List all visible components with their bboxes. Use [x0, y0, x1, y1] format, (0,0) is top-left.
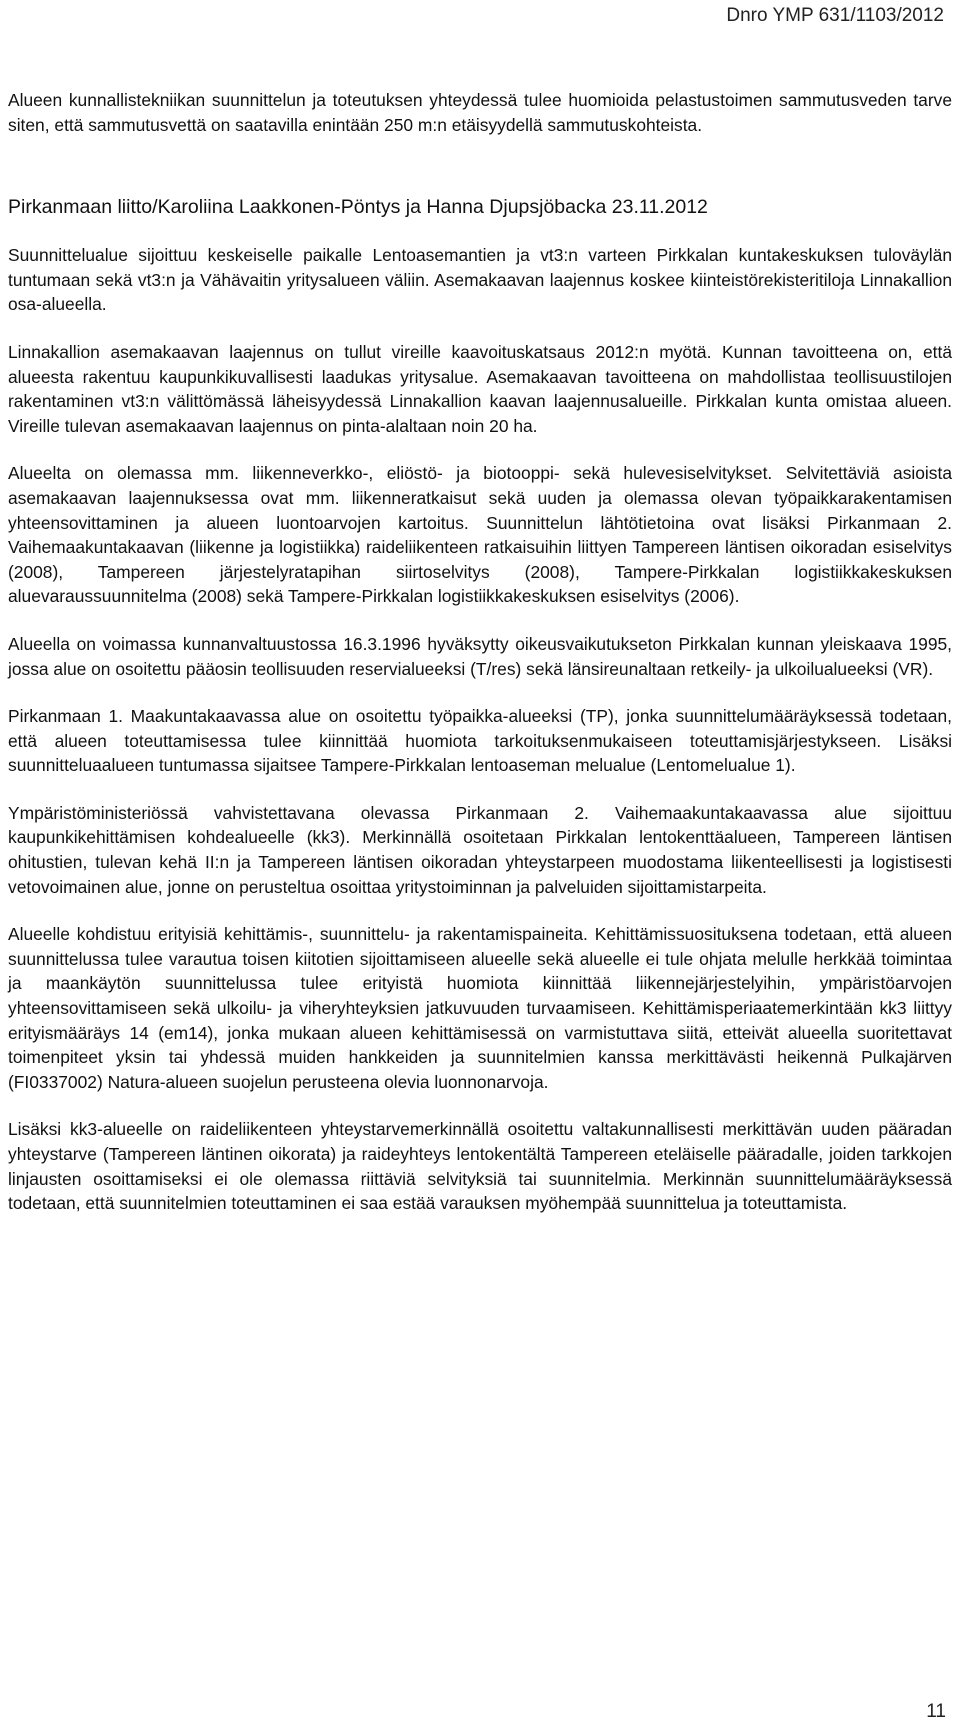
document-number: Dnro YMP 631/1103/2012 [726, 5, 944, 26]
body-paragraph-8: Lisäksi kk3-alueelle on raideliikenteen yhteystarvemerkinnällä osoitettu valtakunnallisesti merkittävän uuden pääradan yhteystarve (Tampereen läntinen oikorata) ja raideyhteys lentokentältä Tampereen eteläiselle pääradalle, joiden tarkkojen linjausten osoittamiseksi ei ole olemassa riittäviä selvityksiä tai suunnitelmia. Merkinnän suunnittelumääräyksessä todetaan, että suunnitelmien toteuttaminen ei saa estää varauksen myöhempää suunnittelua ja toteuttamista. [8, 1119, 952, 1214]
body-paragraph-1: Suunnittelualue sijoittuu keskeiselle paikalle Lentoasemantien ja vt3:n varteen Pirkkalan kuntakeskuksen tuloväylän tuntumaan sekä vt3:n ja Vähävaitin yritysalueen väliin. Asemakaavan laajennus koskee kiinteistörekisteritiloja Linnakallion osa-alueella. [8, 245, 952, 315]
document-body [8, 88, 952, 1239]
body-paragraph-4: Alueella on voimassa kunnanvaltuustossa 16.3.1996 hyväksytty oikeusvaikutukseton Pirkkalan kunnan yleiskaava 1995, jossa alue on osoitettu pääosin teollisuuden reservialueeksi (T/res) sekä länsireunaltaan retkeily- ja ulkoilualueeksi (VR). [8, 633, 952, 679]
body-paragraph-7: Alueelle kohdistuu erityisiä kehittämis-, suunnittelu- ja rakentamispaineita. Kehittämissuosituksena todetaan, että alueen suunnittelussa tulee varautua toisen kiitotien sijoittamiseen alueelle sekä alueelle ei tule ohjata melulle herkkää toimintaa ja maankäytön suunnittelussa tulee erityistä huomiota kiinnittää liikennejärjestelyihin, ympäristöarvojen yhteensovittamiseen sekä ulkoilu- ja viheryhteyksien jatkuvuuden turvaamiseen. Kehittämisperiaatemerkintään kk3 liittyy erityismääräys 14 (em14), jonka mukaan alueen kehittämisessä on varmistuttava siitä, etteivät alueella suoritettavat toimenpiteet yksin tai yhdessä muiden hankkeiden ja suunnitelmien kanssa merkittävästi heikennä Pulkajärven (FI0337002) Natura-alueen suojelun perusteena olevia luonnonarvoja. [8, 924, 952, 1092]
body-paragraph-5: Pirkanmaan 1. Maakuntakaavassa alue on osoitettu työpaikka-alueeksi (TP), jonka suunnittelumääräyksessä todetaan, että alueen toteuttamisessa tulee kiinnittää huomiota tarkoituksenmukaiseen toteuttamisjärjestykseen. Lisäksi suunnitteluaalueen tuntumassa sijaitsee Tampere-Pirkkalan lentoaseman melualue (Lentomelualue 1). [8, 706, 952, 776]
page-number: 11 [926, 1701, 946, 1722]
body-paragraph-2: Linnakallion asemakaavan laajennus on tullut vireille kaavoituskatsaus 2012:n myötä. Kunnan tavoitteena on, että alueesta rakentuu kaupunkikuvallisesti laadukas yritysalue. Asemakaavan tavoitteena on mahdollistaa teollisuustilojen rakentaminen vt3:n välittömässä läheisyydessä Linnakallion kaavan laajennusalueille. Pirkkalan kunta omistaa alueen. Vireille tulevan asemakaavan laajennus on pinta-alaltaan noin 20 ha. [8, 341, 952, 436]
body-paragraph-3: Alueelta on olemassa mm. liikenneverkko-, eliöstö- ja biotooppi- sekä hulevesiselvitykset. Selvitettäviä asioista asemakaavan laajennuksessa ovat mm. liikenneratkaisut sekä uuden ja olemassa olevan työpaikkarakentamisen yhteensovittaminen ja alueen luontoarvojen kartoitus. Suunnittelun lähtötietoina ovat lisäksi Pirkanmaan 2. Vaihemaakuntakaavan (liikenne ja logistiikka) raideliikenteen ratkaisuihin liittyen Tampereen läntisen oikoradan esiselvitys (2008), Tampereen järjestelyratapihan siirtoselvitys (2008), Tampere-Pirkkalan logistiikkakeskuksen aluevaraussuunnitelma (2008) sekä Tampere-Pirkkalan logistiikkakeskuksen esiselvitys (2006). [8, 463, 952, 607]
body-paragraph-6: Ympäristöministeriössä vahvistettavana olevassa Pirkanmaan 2. Vaihemaakuntakaavassa alue sijoittuu kaupunkikehittämisen kohdealueelle (kk3). Merkinnällä osoitetaan Pirkkalan lentokenttäalueen, Tampereen läntisen ohitustien, tulevan kehä II:n ja Tampereen läntisen oikoradan yhteystarpeen muodostama liikenteellisesti ja logistisesti vetovoimainen alue, jonne on perusteltua osoittaa yritystoiminnan ja palveluiden sijoittamistarpeita. [8, 802, 952, 897]
section-heading: Pirkanmaan liitto/Karoliina Laakkonen-Pöntys ja Hanna Djupsjöbacka 23.11.2012 [8, 196, 708, 219]
intro-paragraph: Alueen kunnallistekniikan suunnittelun ja toteutuksen yhteydessä tulee huomioida pelastustoimen sammutusveden tarve siten, että sammutusvettä on saatavilla enintään 250 m:n etäisyydellä sammutuskohteista. [8, 90, 952, 135]
